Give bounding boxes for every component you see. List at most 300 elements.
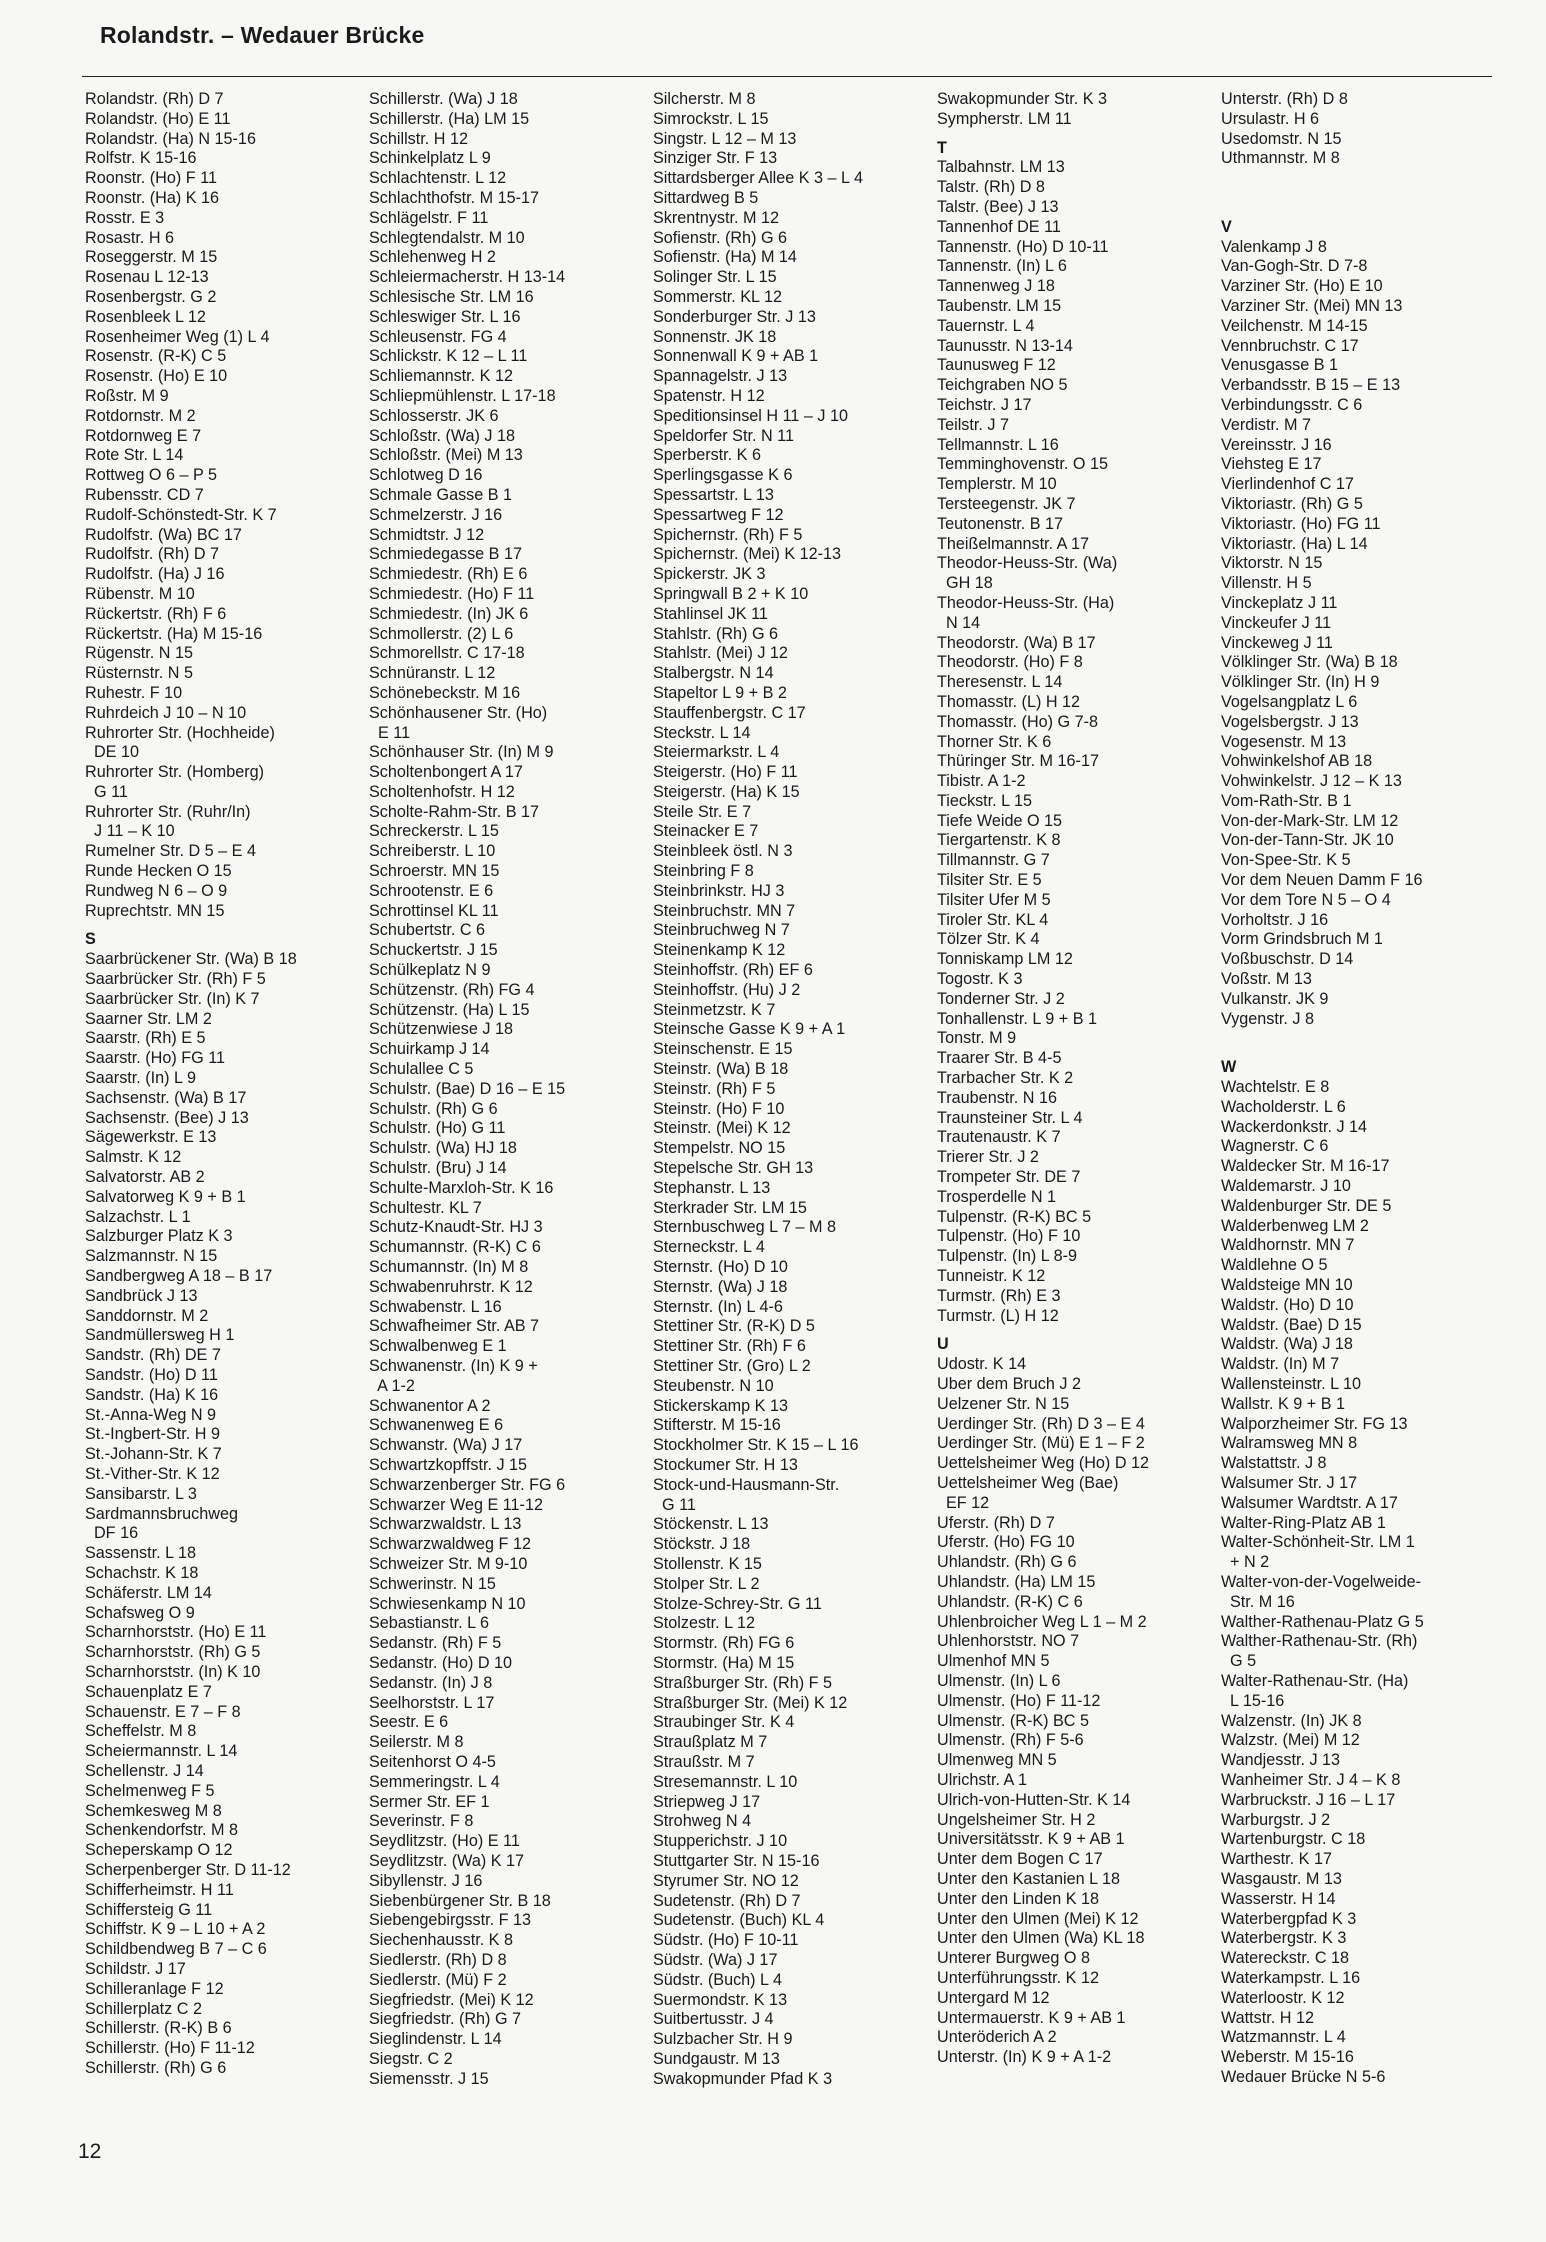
index-entry: Siebengebirgsstr. F 13 [369,1911,531,1930]
index-entry: A 1-2 [369,1376,415,1395]
index-entry: Schuckertstr. J 15 [369,941,498,960]
index-entry: Schiffstr. K 9 – L 10 + A 2 [85,1920,266,1939]
index-entry: Viehsteg E 17 [1221,455,1322,474]
index-entry: Steinhoffstr. (Rh) EF 6 [653,961,813,980]
index-entry: Roonstr. (Ho) F 11 [85,169,217,188]
index-entry: Valenkamp J 8 [1221,237,1327,256]
index-entry: Traarer Str. B 4-5 [937,1049,1062,1068]
index-entry: Udostr. K 14 [937,1355,1027,1374]
index-entry: Ulmenstr. (In) L 6 [937,1671,1061,1690]
index-entry: Stettiner Str. (R-K) D 5 [653,1317,815,1336]
index-entry: Tiergartenstr. K 8 [937,831,1061,850]
index-entry: Steinbleek östl. N 3 [653,842,793,861]
index-entry: Schmale Gasse B 1 [369,485,513,504]
index-entry: Schützenstr. (Rh) FG 4 [369,980,535,999]
index-entry: Unter den Ulmen (Mei) K 12 [937,1909,1139,1928]
index-entry: Steinstr. (Rh) F 5 [653,1079,776,1098]
index-entry: Spichernstr. (Rh) F 5 [653,525,803,544]
index-entry: Rückertstr. (Rh) F 6 [85,604,227,623]
index-entry: Schülkeplatz N 9 [369,961,491,980]
index-entry: Schwarzwaldstr. L 13 [369,1515,522,1534]
index-entry: Schlehenweg H 2 [369,248,496,267]
index-entry: Schlickstr. K 12 – L 11 [369,347,528,366]
index-entry: Waldstr. (In) M 7 [1221,1355,1340,1374]
index-entry: Sittardweg B 5 [653,188,759,207]
index-entry: Veilchenstr. M 14-15 [1221,316,1368,335]
index-entry: Steinmetzstr. K 7 [653,1000,776,1019]
index-entry: Schleiermacherstr. H 13-14 [369,268,566,287]
index-entry: Schilleranlage F 12 [85,1979,224,1998]
index-entry: Waldemarstr. J 10 [1221,1177,1351,1196]
index-entry: Tonderner Str. J 2 [937,989,1065,1008]
index-entry: Stormstr. (Ha) M 15 [653,1653,795,1672]
index-entry: Steckstr. L 14 [653,723,751,742]
index-entry: Spessartweg F 12 [653,505,784,524]
index-entry: Ulmenstr. (R-K) BC 5 [937,1711,1090,1730]
index-entry: Schauenplatz E 7 [85,1682,212,1701]
index-entry: Schumannstr. (In) M 8 [369,1258,529,1277]
index-entry: Walramsweg MN 8 [1221,1434,1358,1453]
index-entry: Ruhrdeich J 10 – N 10 [85,703,247,722]
index-entry: Vogesenstr. M 13 [1221,732,1347,751]
index-entry: Unterer Burgweg O 8 [937,1949,1090,1968]
index-entry: Waldenburger Str. DE 5 [1221,1196,1392,1215]
index-entry: Sandbergweg A 18 – B 17 [85,1267,273,1286]
index-entry: Südstr. (Ho) F 10-11 [653,1931,799,1950]
index-entry: Ulmenhof MN 5 [937,1652,1050,1671]
index-entry: Sudetenstr. (Buch) KL 4 [653,1911,825,1930]
index-entry: Trautenaustr. K 7 [937,1128,1061,1147]
index-entry: Tulpenstr. (In) L 8-9 [937,1247,1078,1266]
index-entry: Unteröderich A 2 [937,2028,1057,2047]
index-entry: Salvatorweg K 9 + B 1 [85,1187,246,1206]
index-entry: Teichgraben NO 5 [937,376,1068,395]
index-entry: Schiffersteig G 11 [85,1900,213,1919]
index-entry: Stolze-Schrey-Str. G 11 [653,1594,822,1613]
index-entry: Waldlehne O 5 [1221,1256,1328,1275]
index-entry: Saarstr. (Ho) FG 11 [85,1049,226,1068]
index-entry: Unterstr. (In) K 9 + A 1-2 [937,2048,1112,2067]
index-entry: J 11 – K 10 [85,822,175,841]
index-entry: Siemensstr. J 15 [369,2069,489,2088]
index-entry: Schlachthofstr. M 15-17 [369,188,540,207]
index-entry: Tieckstr. L 15 [937,791,1033,810]
index-entry: Walsumer Str. J 17 [1221,1473,1358,1492]
index-entry: Schumannstr. (R-K) C 6 [369,1238,541,1257]
index-entry: Tulpenstr. (R-K) BC 5 [937,1207,1092,1226]
index-entry: Schmiedegasse B 17 [369,545,522,564]
index-entry: Schulstr. (Wa) HJ 18 [369,1139,517,1158]
index-entry: Schinkelplatz L 9 [369,149,491,168]
index-entry: Sterneckstr. L 4 [653,1238,765,1257]
section-letter: S [85,930,96,949]
index-entry: Straßburger Str. (Mei) K 12 [653,1693,848,1712]
index-entry: Schifferheimstr. H 11 [85,1880,234,1899]
index-entry: Walderbenweg LM 2 [1221,1216,1369,1235]
index-entry: Walter-Schönheit-Str. LM 1 [1221,1533,1415,1552]
index-entry: Uthmannstr. M 8 [1221,149,1340,168]
index-entry: Waterloostr. K 12 [1221,1988,1345,2007]
index-entry: Sundgaustr. M 13 [653,2049,780,2068]
index-entry: Tibistr. A 1-2 [937,772,1026,791]
index-entry: Taunusweg F 12 [937,356,1056,375]
index-entry: Wagnerstr. C 6 [1221,1137,1329,1156]
index-entry: Templerstr. M 10 [937,475,1057,494]
index-entry: Steinsche Gasse K 9 + A 1 [653,1020,846,1039]
index-entry: Wanheimer Str. J 4 – K 8 [1221,1770,1401,1789]
index-entry: Untergard M 12 [937,1988,1050,2007]
index-entry: Traunsteiner Str. L 4 [937,1108,1083,1127]
index-entry: Schliemannstr. K 12 [369,367,513,386]
section-letter: U [937,1335,949,1354]
index-entry: Schwarzenberger Str. FG 6 [369,1475,566,1494]
index-entry: Vogelsangplatz L 6 [1221,692,1358,711]
index-entry: N 14 [937,613,981,632]
index-entry: Schrootenstr. E 6 [369,881,494,900]
index-entry: Spannagelstr. J 13 [653,367,788,386]
index-entry: Siebenbürgener Str. B 18 [369,1891,551,1910]
index-entry: Rückertstr. (Ha) M 15-16 [85,624,263,643]
index-entry: Sperlingsgasse K 6 [653,466,793,485]
index-entry: Talstr. (Rh) D 8 [937,178,1045,197]
index-entry: Uettelsheimer Weg (Ho) D 12 [937,1454,1150,1473]
index-entry: Schuirkamp J 14 [369,1040,490,1059]
index-entry: Van-Gogh-Str. D 7-8 [1221,257,1368,276]
index-entry: Schmorellstr. C 17-18 [369,644,525,663]
index-entry: Verbandsstr. B 15 – E 13 [1221,376,1401,395]
index-entry: Sofienstr. (Ha) M 14 [653,248,797,267]
index-entry: Siedlerstr. (Rh) D 8 [369,1950,507,1969]
index-entry: Rosastr. H 6 [85,228,175,247]
index-entry: Stauffenbergstr. C 17 [653,703,806,722]
index-entry: Schwarzwaldweg F 12 [369,1535,531,1554]
index-entry: Tellmannstr. L 16 [937,435,1059,454]
index-entry: Stahlstr. (Rh) G 6 [653,624,779,643]
index-entry: Uerdinger Str. (Mü) E 1 – F 2 [937,1434,1145,1453]
index-entry: Vereinsstr. J 16 [1221,435,1332,454]
index-entry: St.-Anna-Weg N 9 [85,1405,217,1424]
index-entry: Schloßstr. (Mei) M 13 [369,446,523,465]
index-entry: Scholtenhofstr. H 12 [369,782,515,801]
index-entry: Tonstr. M 9 [937,1029,1017,1048]
index-entry: Saarbrückener Str. (Wa) B 18 [85,950,297,969]
index-entry: Stettiner Str. (Gro) L 2 [653,1357,811,1375]
index-entry: E 11 [369,723,411,742]
index-entry: Straußstr. M 7 [653,1752,755,1771]
index-entry: Schleusenstr. FG 4 [369,327,507,346]
section-letter: V [1221,217,1232,236]
index-entry: Wasserstr. H 14 [1221,1889,1336,1908]
index-entry: Rottweg O 6 – P 5 [85,466,217,485]
index-entry: Stock-und-Hausmann-Str. [653,1475,840,1494]
index-entry: Wacholderstr. L 6 [1221,1097,1346,1116]
index-entry: Sonnenwall K 9 + AB 1 [653,347,819,366]
index-entry: Teutonenstr. B 17 [937,514,1063,533]
index-entry: Turmstr. (L) H 12 [937,1306,1059,1325]
index-entry: Vinckeplatz J 11 [1221,593,1338,612]
index-entry: Sieglindenstr. L 14 [369,2030,502,2049]
index-entry: Vohwinkelshof AB 18 [1221,752,1373,771]
index-entry: Suermondstr. K 13 [653,1990,788,2009]
index-entry: Theodor-Heuss-Str. (Ha) [937,593,1115,612]
index-entry: Stolper Str. L 2 [653,1574,760,1593]
index-entry: Rudolfstr. (Ha) J 16 [85,565,225,584]
index-entry: Scharnhorststr. (Rh) G 5 [85,1643,261,1662]
index-entry: Salzburger Platz K 3 [85,1227,233,1246]
index-entry: Sinziger Str. F 13 [653,149,778,168]
index-entry: Scholtenbongert A 17 [369,763,523,782]
index-entry: Schillstr. H 12 [369,129,468,148]
index-entry: Scheiermannstr. L 14 [85,1742,238,1761]
index-entry: Saarstr. (Rh) E 5 [85,1029,206,1048]
index-entry: Siegfriedstr. (Mei) K 12 [369,1990,534,2009]
index-entry: Schliepmühlenstr. L 17-18 [369,386,556,405]
index-entry: Venusgasse B 1 [1221,356,1338,375]
index-entry: Talbahnstr. LM 13 [937,158,1065,177]
index-entry: Vom-Rath-Str. B 1 [1221,791,1352,810]
index-entry: Sanddornstr. M 2 [85,1306,209,1325]
index-entry: Von-Spee-Str. K 5 [1221,851,1351,870]
index-entry: Semmeringstr. L 4 [369,1772,500,1791]
index-entry: Tannenstr. (In) L 6 [937,257,1067,276]
index-entry: Von-der-Tann-Str. JK 10 [1221,831,1394,850]
index-entry: Sandstr. (Rh) DE 7 [85,1346,221,1365]
index-entry: Rügenstr. N 15 [85,644,193,663]
index-entry: Uhlenbroicher Weg L 1 – M 2 [937,1612,1147,1631]
index-column-3 [653,90,927,2125]
index-entry: Suitbertusstr. J 4 [653,2010,774,2029]
index-entry: Vor dem Tore N 5 – O 4 [1221,890,1391,909]
index-entry: Steile Str. E 7 [653,802,752,821]
index-entry: Walzenstr. (In) JK 8 [1221,1711,1362,1730]
index-entry: Schwabenruhrstr. K 12 [369,1277,533,1296]
index-entry: Thorner Str. K 6 [937,732,1052,751]
index-entry: DF 16 [85,1524,139,1543]
index-entry: Schmiedestr. (In) JK 6 [369,604,529,623]
index-entry: Swakopmunder Str. K 3 [937,90,1108,108]
index-entry: Tonniskamp LM 12 [937,950,1073,969]
index-entry: Schloßstr. (Wa) J 18 [369,426,516,445]
index-entry: Straßburger Str. (Rh) F 5 [653,1673,833,1692]
index-entry: Usedomstr. N 15 [1221,129,1342,148]
index-entry: Steigerstr. (Ha) K 15 [653,782,800,801]
index-entry: Siechenhausstr. K 8 [369,1931,513,1950]
index-entry: Schwanentor A 2 [369,1396,491,1415]
index-entry: Rolandstr. (Ha) N 15-16 [85,129,256,148]
index-entry: Sachsenstr. (Bee) J 13 [85,1108,249,1127]
index-entry: Rosenstr. (Ho) E 10 [85,367,228,386]
index-entry [1221,1029,1495,1049]
index-entry: Sperberstr. K 6 [653,446,761,465]
index-entry: Solinger Str. L 15 [653,268,777,287]
index-entry: Steubenstr. N 10 [653,1376,774,1395]
street-index [85,90,1505,2125]
index-entry: Steinbring F 8 [653,862,754,881]
index-entry: Rotdornstr. M 2 [85,406,196,425]
index-entry: Schwartzkopffstr. J 15 [369,1455,528,1474]
index-entry: Unterführungsstr. K 12 [937,1968,1099,1987]
index-entry: Unter dem Bogen C 17 [937,1850,1103,1869]
index-entry: Schlegtendalstr. M 10 [369,228,525,247]
index-entry: Sassenstr. L 18 [85,1544,196,1563]
index-entry: Vinckeufer J 11 [1221,613,1332,632]
index-entry: Schemkesweg M 8 [85,1801,222,1820]
index-entry: Schulstr. (Rh) G 6 [369,1099,498,1118]
index-entry: Traubenstr. N 16 [937,1088,1057,1107]
index-entry: St.-Johann-Str. K 7 [85,1445,222,1464]
index-entry: Teilstr. J 7 [937,415,1009,434]
index-entry: Str. M 16 [1221,1592,1295,1611]
index-entry: Verdistr. M 7 [1221,415,1311,434]
index-entry: Walther-Rathenau-Str. (Rh) [1221,1632,1418,1651]
index-entry: Uhlandstr. (Ha) LM 15 [937,1572,1096,1591]
index-entry: Togostr. K 3 [937,970,1023,989]
index-entry: Rosenstr. (R-K) C 5 [85,347,227,366]
index-entry: Ursulastr. H 6 [1221,109,1320,128]
index-entry: Vor dem Neuen Damm F 16 [1221,871,1423,890]
index-entry: Stalbergstr. N 14 [653,664,774,683]
index-entry: Voßstr. M 13 [1221,970,1312,989]
index-entry: Seelhorststr. L 17 [369,1693,495,1712]
index-entry: Stupperichstr. J 10 [653,1832,788,1851]
index-entry: Tiefe Weide O 15 [937,811,1063,830]
index-entry: Strohweg N 4 [653,1812,752,1831]
index-entry: Rubensstr. CD 7 [85,485,204,504]
index-entry: Simrockstr. L 15 [653,109,769,128]
section-letter: T [937,138,947,157]
index-entry: Völklinger Str. (In) H 9 [1221,673,1380,692]
index-entry: Sonderburger Str. J 13 [653,307,816,326]
index-entry: Vorm Grindsbruch M 1 [1221,930,1383,949]
index-entry: Walther-Rathenau-Platz G 5 [1221,1612,1424,1631]
index-entry: + N 2 [1221,1553,1270,1572]
index-entry: Trarbacher Str. K 2 [937,1069,1074,1088]
index-entry: Schachstr. K 18 [85,1563,199,1582]
index-entry: Schulstr. (Bru) J 14 [369,1159,507,1178]
index-entry: Viktoriastr. (Ho) FG 11 [1221,514,1381,533]
index-entry: Uhlandstr. (Rh) G 6 [937,1553,1077,1572]
index-entry: Viktorstr. N 15 [1221,554,1323,573]
index-entry: Scharnhorststr. (Ho) E 11 [85,1623,267,1642]
index-entry: Stöckstr. J 18 [653,1535,751,1554]
index-entry: Seilerstr. M 8 [369,1733,464,1752]
index-entry: Siegfriedstr. (Rh) G 7 [369,2010,522,2029]
index-entry: Wallstr. K 9 + B 1 [1221,1394,1345,1413]
index-entry: Tannenstr. (Ho) D 10-11 [937,237,1109,256]
index-entry: Vennbruchstr. C 17 [1221,336,1359,355]
index-entry: Universitätsstr. K 9 + AB 1 [937,1830,1125,1849]
index-entry: Steinstr. (Wa) B 18 [653,1060,789,1079]
index-entry: Schulte-Marxloh-Str. K 16 [369,1178,554,1197]
index-entry: Stephanstr. L 13 [653,1178,771,1197]
index-entry: Vierlindenhof C 17 [1221,475,1354,494]
index-entry: Rudolf-Schönstedt-Str. K 7 [85,505,277,524]
index-entry: Scheffelstr. M 8 [85,1722,197,1741]
index-entry: Wackerdonkstr. J 14 [1221,1117,1368,1136]
index-entry: Roseggerstr. M 15 [85,248,218,267]
index-entry: Wasgaustr. M 13 [1221,1869,1342,1888]
index-entry: Sandmüllersweg H 1 [85,1326,235,1345]
index-entry: Tunneistr. K 12 [937,1267,1046,1286]
index-entry: Schelmenweg F 5 [85,1781,215,1800]
index-entry: Sebastianstr. L 6 [369,1614,489,1633]
index-entry: Stockholmer Str. K 15 – L 16 [653,1436,859,1455]
index-entry: Seydlitzstr. (Ho) E 11 [369,1832,520,1851]
index-entry: St.-Vither-Str. K 12 [85,1464,220,1483]
index-entry: Viktoriastr. (Ha) L 14 [1221,534,1368,553]
index-entry: Stifterstr. M 15-16 [653,1416,781,1435]
index-entry: Schwabenstr. L 16 [369,1297,502,1316]
index-entry: Tannenhof DE 11 [937,217,1061,236]
index-entry: Speditionsinsel H 11 – J 10 [653,406,848,425]
index-entry: Villenstr. H 5 [1221,574,1312,593]
index-entry: Unter den Linden K 18 [937,1889,1099,1908]
index-column-1 [85,90,359,2125]
index-entry: Rüsternstr. N 5 [85,664,193,683]
index-entry: Sommerstr. KL 12 [653,287,782,306]
index-entry: Schildstr. J 17 [85,1959,186,1978]
index-entry: Waldsteige MN 10 [1221,1276,1353,1295]
index-entry: Wandjesstr. J 13 [1221,1751,1341,1770]
index-entry: G 5 [1221,1652,1257,1671]
index-entry: Theißelmannstr. A 17 [937,534,1090,553]
index-entry: Ungelsheimer Str. H 2 [937,1810,1096,1829]
index-entry: Schreckerstr. L 15 [369,822,499,841]
index-entry: Waldhornstr. MN 7 [1221,1236,1355,1255]
index-entry: Spatenstr. H 12 [653,386,765,405]
index-entry: Ulrichstr. A 1 [937,1770,1027,1789]
index-entry: Walter-Ring-Platz AB 1 [1221,1513,1386,1532]
index-entry: Steinbrinkstr. HJ 3 [653,881,785,900]
index-entry: Schmollerstr. (2) L 6 [369,624,514,643]
index-entry: Schwafheimer Str. AB 7 [369,1317,540,1336]
index-entry: Severinstr. F 8 [369,1812,474,1831]
index-entry: Steinacker E 7 [653,822,759,841]
index-entry: Waterkampstr. L 16 [1221,1968,1361,1987]
index-entry: Rotdornweg E 7 [85,426,202,445]
index-entry: Schutz-Knaudt-Str. HJ 3 [369,1218,543,1237]
index-entry: Singstr. L 12 – M 13 [653,129,797,148]
index-entry: Wallensteinstr. L 10 [1221,1375,1362,1393]
index-entry: Schützenwiese J 18 [369,1020,513,1039]
index-entry: Teichstr. J 17 [937,395,1032,414]
page-title: Rolandstr. – Wedauer Brücke [100,22,425,48]
index-entry: Rudolfstr. (Rh) D 7 [85,545,220,564]
index-entry: Schlesische Str. LM 16 [369,287,534,306]
index-entry: Rudolfstr. (Wa) BC 17 [85,525,242,544]
index-entry: Rosenau L 12-13 [85,268,209,287]
index-entry: Sansibarstr. L 3 [85,1484,197,1503]
index-entry: Uhlenhorststr. NO 7 [937,1632,1080,1651]
index-entry: Stickerskamp K 13 [653,1396,788,1415]
index-entry: Steigerstr. (Ho) F 11 [653,763,798,782]
index-entry: Siedlerstr. (Mü) F 2 [369,1970,507,1989]
index-entry: Ruhrorter Str. (Hochheide) [85,723,275,742]
index-entry: Seestr. E 6 [369,1713,449,1732]
index-entry: DE 10 [85,743,139,762]
index-entry: Sonnenstr. JK 18 [653,327,777,346]
index-column-5 [1221,90,1495,2125]
index-entry: Steinhoffstr. (Hu) J 2 [653,980,801,999]
index-entry: Sedanstr. (Ho) D 10 [369,1653,513,1672]
index-entry: Uettelsheimer Weg (Bae) [937,1473,1119,1492]
index-entry: Turmstr. (Rh) E 3 [937,1286,1061,1305]
index-entry: Schillerstr. (Ho) F 11-12 [85,2039,255,2058]
index-column-2 [369,90,643,2125]
index-entry: Taubenstr. LM 15 [937,296,1062,315]
index-entry: Swakopmunder Pfad K 3 [653,2069,833,2088]
index-entry: Schauenstr. E 7 – F 8 [85,1702,241,1721]
